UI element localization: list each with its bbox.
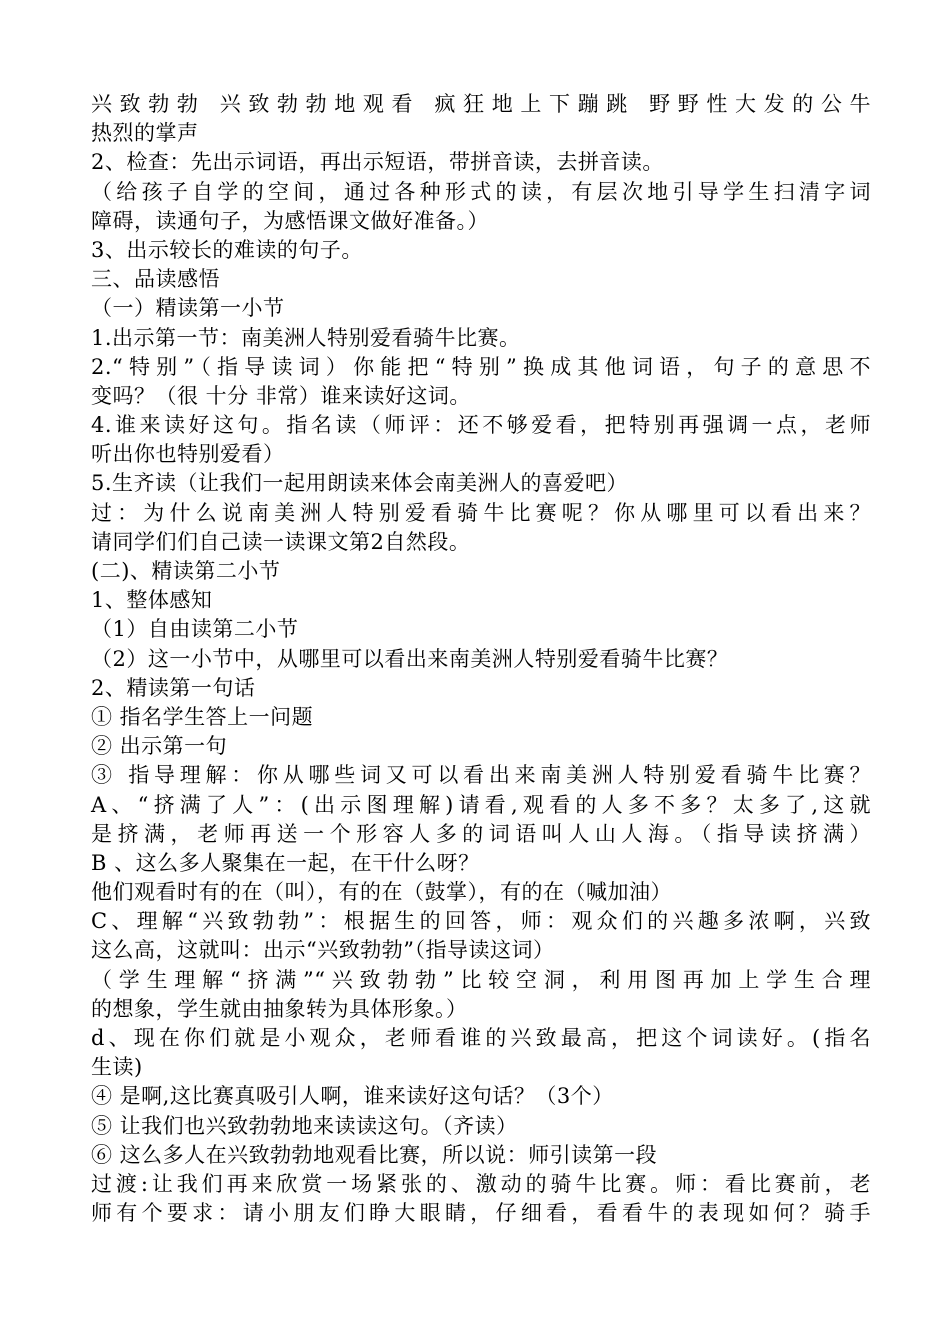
text-line: （1）自由读第二小节 <box>91 617 299 642</box>
text-line: 5.生齐读（让我们一起用朗读来体会南美洲人的喜爱吧） <box>91 471 629 496</box>
text-line: B 、这么多人聚集在一起，在干什么呀？ <box>91 850 480 875</box>
text-line: 是挤满，老师再送一个形容人多的词语叫人山人海。（指导读挤满） <box>91 821 871 846</box>
text-line: 热烈的掌声 <box>91 121 199 146</box>
document-page <box>91 90 871 1228</box>
text-line: A、“挤满了人”：(出示图理解)请看,观看的人多不多？太多了,这就 <box>91 792 871 817</box>
text-line: 听出你也特别爱看） <box>91 442 285 467</box>
text-line: 过：为什么说南美洲人特别爱看骑牛比赛呢？你从哪里可以看出来？ <box>91 500 871 525</box>
text-line: 过渡:让我们再来欣赏一场紧张的、激动的骑牛比赛。师：看比赛前，老 <box>91 1171 871 1196</box>
text-line: （一）精读第一小节 <box>91 296 285 321</box>
text-line: 2、精读第一句话 <box>91 675 256 700</box>
text-line: 的想象，学生就由抽象转为具体形象。） <box>91 996 468 1021</box>
text-line: ② 出示第一句 <box>91 734 228 759</box>
text-line: 他们观看时有的在（叫），有的在（鼓掌），有的在（喊加油） <box>91 880 672 905</box>
text-line: 1.出示第一节：南美洲人特别爱看骑牛比赛。 <box>91 325 521 350</box>
text-line: 师有个要求：请小朋友们睁大眼睛，仔细看，看看牛的表现如何？骑手 <box>91 1201 871 1226</box>
text-line: ① 指名学生答上一问题 <box>91 704 314 729</box>
text-line: 3、出示较长的难读的句子。 <box>91 237 363 262</box>
text-line: ③ 指导理解：你从哪些词又可以看出来南美洲人特别爱看骑牛比赛？ <box>91 763 871 788</box>
text-line: 兴致勃勃 兴致勃勃地观看 疯狂地上下蹦跳 野野性大发的公牛 <box>91 92 871 116</box>
text-line: 请同学们们自己读一读课文第2自然段。 <box>91 529 471 554</box>
text-line: 三、品读感悟 <box>91 267 220 292</box>
text-line: (二)、精读第二小节 <box>91 559 281 583</box>
text-line: 4.谁来读好这句。指名读（师评：还不够爱看，把特别再强调一点，老师 <box>91 413 871 438</box>
text-line: ④ 是啊,这比赛真吸引人啊，谁来读好这句话？（3个） <box>91 1084 614 1109</box>
text-line: （2）这一小节中，从哪里可以看出来南美洲人特别爱看骑牛比赛？ <box>91 646 729 671</box>
text-line: 变吗？（很 十分 非常）谁来读好这词。 <box>91 383 471 408</box>
text-line: C、理解“兴致勃勃”：根据生的回答，师：观众们的兴趣多浓啊，兴致 <box>91 909 871 934</box>
text-line: d、现在你们就是小观众，老师看谁的兴致最高，把这个词读好。(指名 <box>91 1026 871 1050</box>
text-line: （学生理解“挤满”“兴致勃勃”比较空洞，利用图再加上学生合理 <box>91 967 871 992</box>
text-line: 2、检查：先出示词语，再出示短语，带拼音读，去拼音读。 <box>91 150 664 175</box>
text-line: 障碍，读通句子，为感悟课文做好准备。） <box>91 208 489 233</box>
text-line: 生读) <box>91 1055 143 1080</box>
text-line: 1、整体感知 <box>91 588 213 613</box>
text-line: 这么高，这就叫：出示“兴致勃勃”（指导读这词） <box>91 938 555 963</box>
text-line: 2.“特别”（指导读词）你能把“特别”换成其他词语，句子的意思不 <box>91 354 871 379</box>
text-line: ⑥ 这么多人在兴致勃勃地观看比赛，所以说：师引读第一段 <box>91 1142 658 1167</box>
text-line: （给孩子自学的空间，通过各种形式的读，有层次地引导学生扫清字词 <box>91 179 871 204</box>
text-line: ⑤ 让我们也兴致勃勃地来读读这句。（齐读） <box>91 1113 518 1138</box>
